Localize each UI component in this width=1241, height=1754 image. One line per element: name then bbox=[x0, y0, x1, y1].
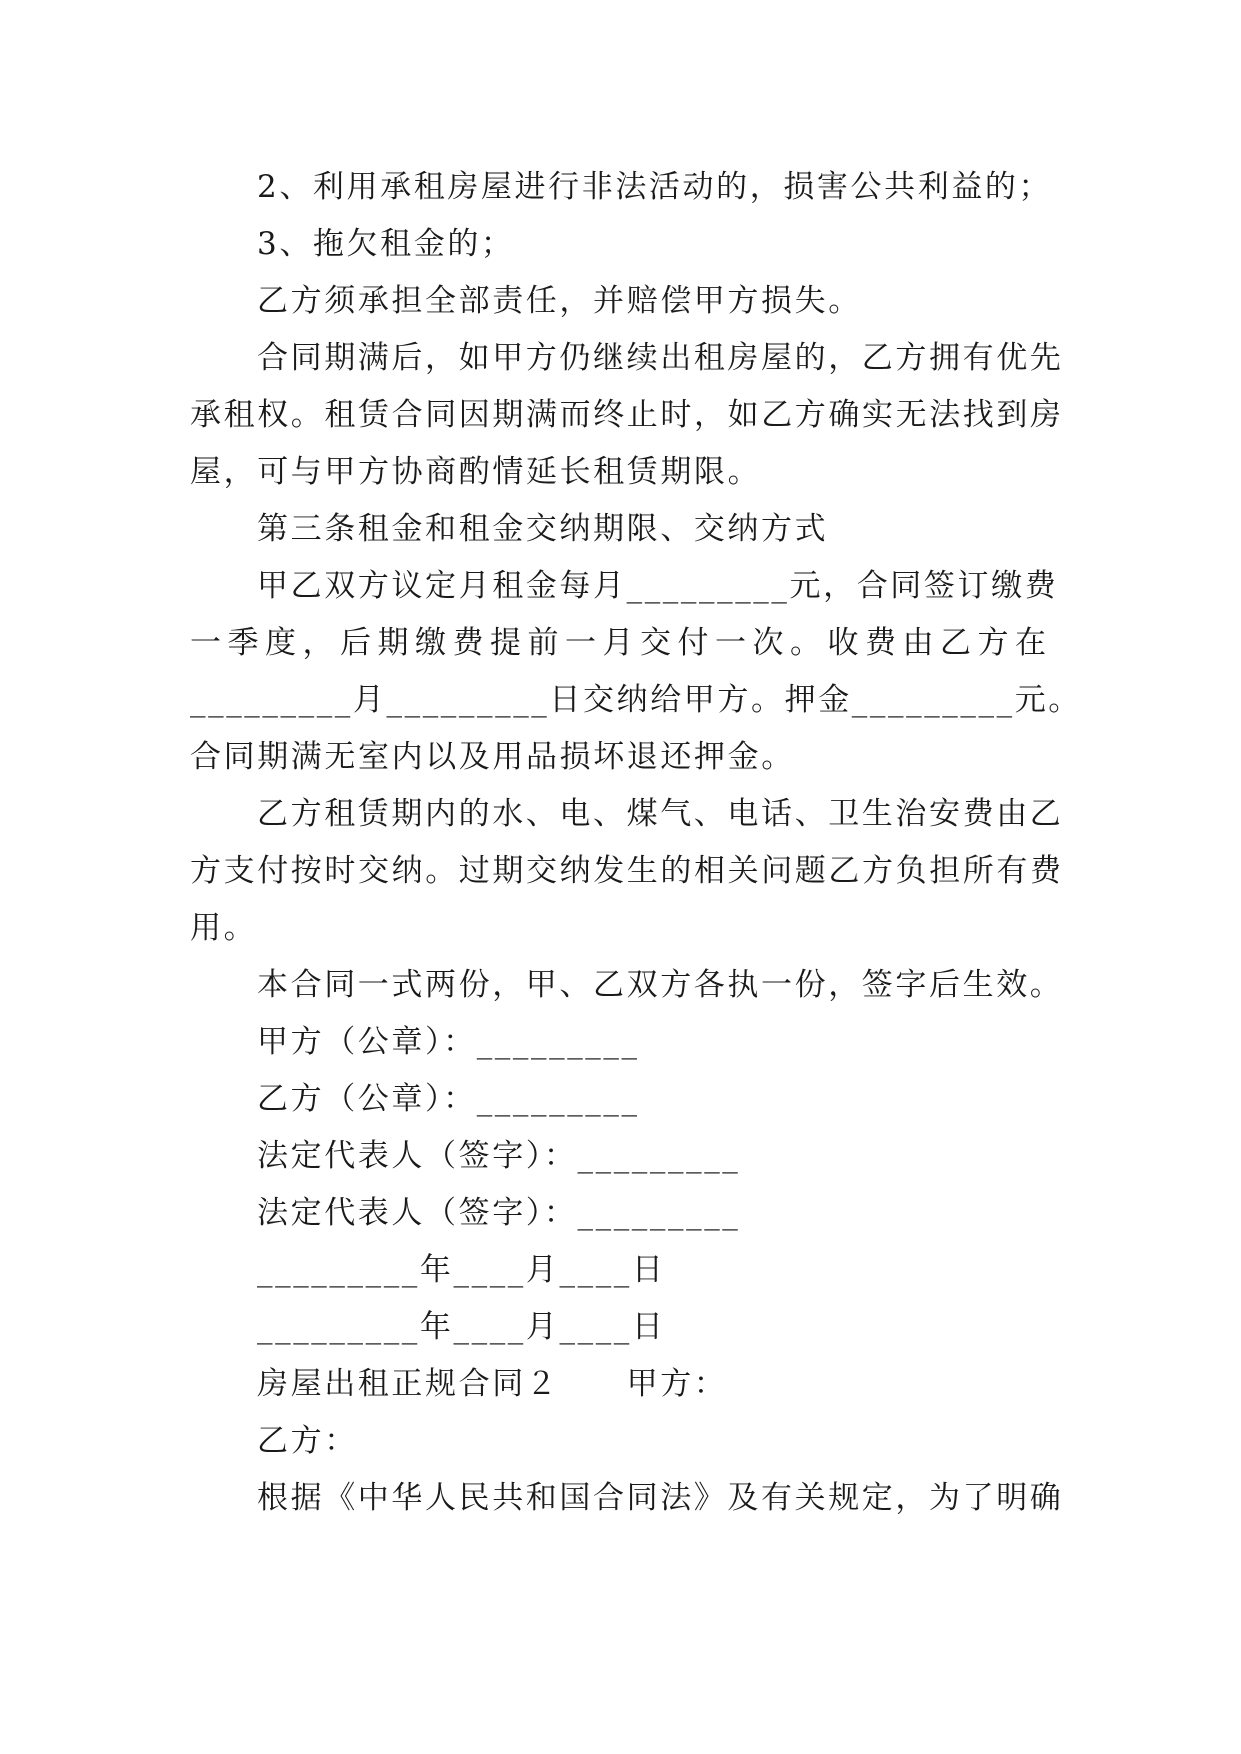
paragraph-line: 根据《中华人民共和国合同法》及有关规定，为了明确 bbox=[257, 1480, 1064, 1516]
signature-line-legal-rep: 法定代表人（签字）：_________ bbox=[257, 1138, 741, 1174]
clause-line: 3、拖欠租金的； bbox=[257, 226, 515, 262]
section-heading: 第三条租金和租金交纳期限、交纳方式 bbox=[257, 511, 829, 547]
date-line: _________年____月____日 bbox=[257, 1309, 666, 1345]
date-line: _________年____月____日 bbox=[257, 1252, 666, 1288]
party-line: 乙方： bbox=[257, 1423, 358, 1459]
paragraph-line: _________月_________日交纳给甲方。押金_________元。 bbox=[190, 682, 1082, 718]
paragraph-line: 用。 bbox=[190, 910, 258, 946]
paragraph-line-justified: 一 季 度 ， 后 期 缴 费 提 前 一 月 交 付 一 次 。 收 费 由 乙 方 在 bbox=[190, 625, 1046, 661]
paragraph-line: 屋，可与甲方协商酌情延长租赁期限。 bbox=[190, 454, 762, 490]
paragraph-line: 本合同一式两份，甲、乙双方各执一份，签字后生效。 bbox=[257, 967, 1064, 1003]
paragraph-line: 承租权。租赁合同因期满而终止时，如乙方确实无法找到房 bbox=[190, 397, 1064, 433]
paragraph-line: 方支付按时交纳。过期交纳发生的相关问题乙方负担所有费 bbox=[190, 853, 1064, 889]
signature-line-party-b: 乙方（公章）：_________ bbox=[257, 1081, 640, 1117]
paragraph-line: 甲乙双方议定月租金每月_________元，合同签订缴费 bbox=[257, 568, 1059, 604]
paragraph-line: 合同期满后，如甲方仍继续出租房屋的，乙方拥有优先 bbox=[257, 340, 1064, 376]
contract-title-line: 房屋出租正规合同２ 甲方： bbox=[257, 1366, 728, 1402]
paragraph-line: 乙方租赁期内的水、电、煤气、电话、卫生治安费由乙 bbox=[257, 796, 1064, 832]
clause-line: 2、利用承租房屋进行非法活动的，损害公共利益的； bbox=[257, 169, 1053, 205]
paragraph-line: 合同期满无室内以及用品损坏退还押金。 bbox=[190, 739, 795, 775]
paragraph-line: 乙方须承担全部责任，并赔偿甲方损失。 bbox=[257, 283, 862, 319]
signature-line-party-a: 甲方（公章）：_________ bbox=[257, 1024, 640, 1060]
signature-line-legal-rep: 法定代表人（签字）：_________ bbox=[257, 1195, 741, 1231]
